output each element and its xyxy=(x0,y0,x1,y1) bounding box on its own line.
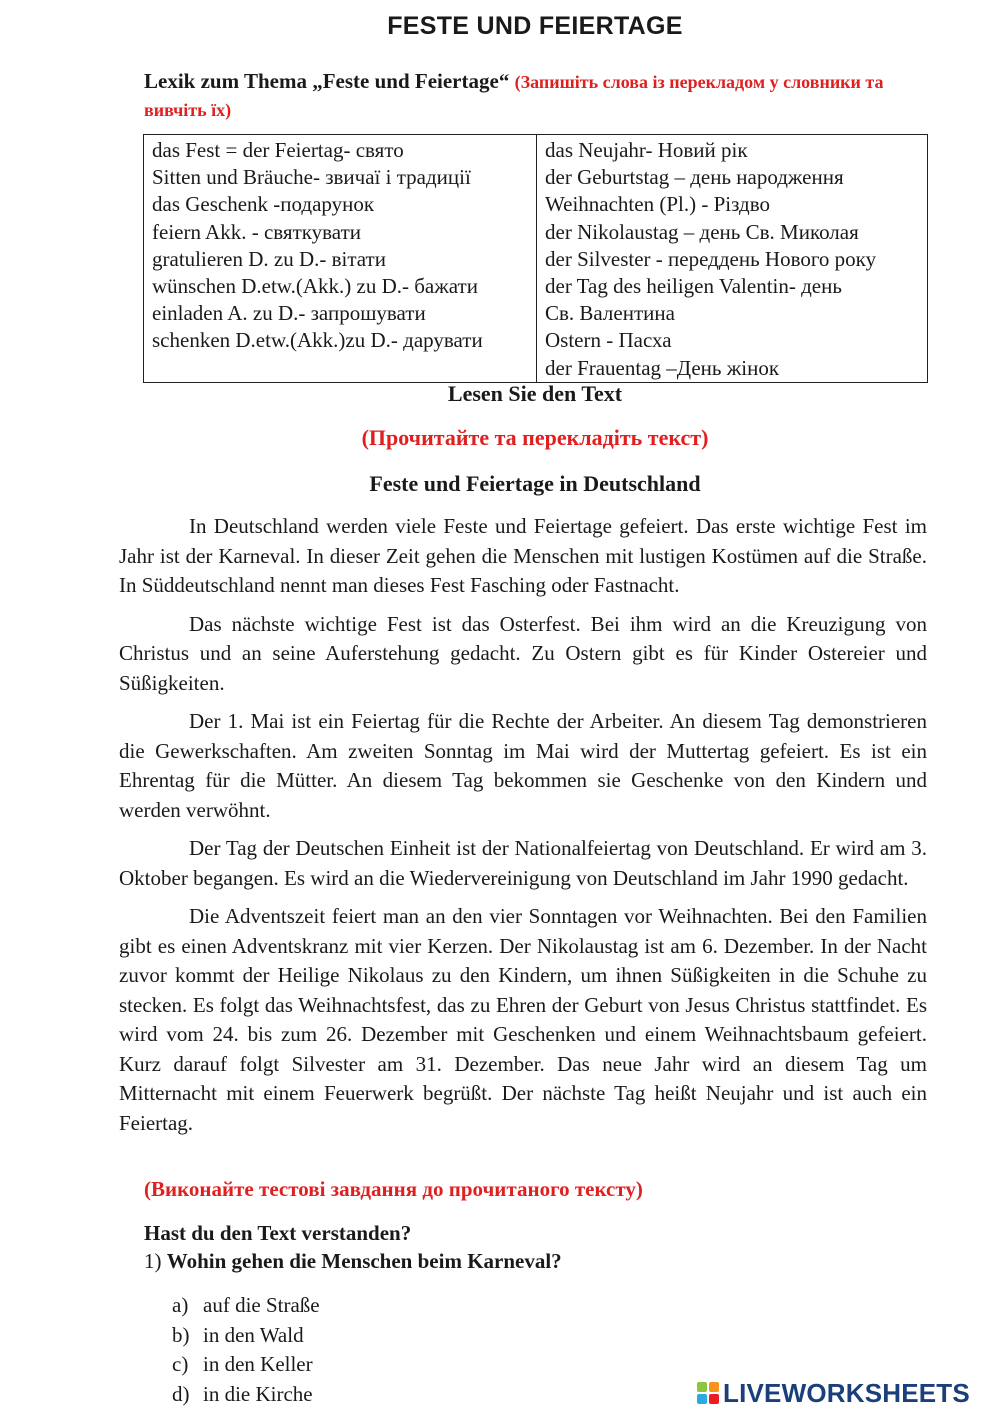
question-1 xyxy=(144,1247,562,1275)
vocab-entry: Weihnachten (Pl.) - Різдво xyxy=(545,192,770,217)
vocabulary-table xyxy=(143,134,928,383)
reading-instruction: (Прочитайте та перекладіть текст) xyxy=(361,425,709,450)
answer-option-a[interactable] xyxy=(172,1291,320,1321)
vocab-entry: das Geschenk -подарунок xyxy=(152,192,375,217)
vocab-entry: der Nikolaustag – день Св. Миколая xyxy=(545,219,859,244)
option-text: in den Wald xyxy=(203,1322,304,1347)
reading-text xyxy=(119,512,927,1147)
vocab-entry: das Fest = der Feiertag- свято xyxy=(152,138,404,162)
vocab-entry: der Geburtstag – день народження xyxy=(545,165,844,190)
lesen-heading: Lesen Sie den Text xyxy=(447,381,623,406)
answer-option-d[interactable] xyxy=(172,1380,320,1410)
question-number: 1) xyxy=(144,1249,162,1273)
logo-square xyxy=(709,1382,719,1392)
vocab-column-left xyxy=(144,135,537,383)
logo-square xyxy=(709,1394,719,1404)
paragraph: Der 1. Mai ist ein Feiertag für die Rechte der Arbeiter. An diesem Tag demonstrieren die Gewerkschaften. Am zweiten Sonntag im Mai wird der Muttertag gefeiert. Es ist ein Ehrentag für die Mütter. An diesem Tag bekommen sie Geschenke von den Kindern und werden verwöhnt. xyxy=(119,709,927,822)
logo-square xyxy=(697,1394,707,1404)
answer-option-c[interactable] xyxy=(172,1350,320,1380)
option-text: auf die Straße xyxy=(203,1293,320,1317)
paragraph: Der Tag der Deutschen Einheit ist der Nationalfeiertag von Deutschland. Er wird am 3. Oktober begangen. Es wird an die Wiedervereinigung von Deutschland im Jahr 1990 gedacht. xyxy=(119,836,927,890)
table-row xyxy=(144,135,928,383)
liveworksheets-brand xyxy=(697,1378,970,1408)
paragraph: Die Adventszeit feiert man an den vier Sonntagen vor Weihnachten. Bei den Familien gibt es einen Adventskranz mit vier Kerzen. Der Nikolaustag ist am 6. Dezember. In der Nacht zuvor kommt der Heilige Nikolaus zu den Kindern, um ihnen Süßigkeiten in die Schuhe zu stecken. Es folgt das Weihnachtsfest, das zu Ehren der Geburt von Jesus Christus stattfindet. Es wird vom 24. bis zum 26. Dezember mit Geschenken und einem Weihnachtsbaum gefeiert. Kurz darauf folgt Silvester am 31. Dezember. Das neue Jahr wird an diesem Tag um Mitternacht mit einem Feuerwerk begrüßt. Der nächste Tag heißt Neujahr und ist auch ein Feiertag. xyxy=(119,904,927,1135)
task-instruction: (Виконайте тестові завдання до прочитаного тексту) xyxy=(144,1177,643,1201)
liveworksheets-logo-icon xyxy=(697,1382,719,1404)
vocab-column-right xyxy=(537,135,928,383)
logo-square xyxy=(697,1382,707,1392)
lexik-heading xyxy=(144,68,904,124)
option-text: in den Keller xyxy=(203,1352,313,1376)
vocab-entry: Св. Валентина xyxy=(545,301,675,326)
vocab-entry: einladen A. zu D.- запрошувати xyxy=(152,301,426,326)
text-title: Feste und Feiertage in Deutschland xyxy=(369,471,701,496)
lexik-title: Lexik zum Thema „Feste und Feiertage“ xyxy=(144,69,510,93)
option-letter: c) xyxy=(172,1352,189,1376)
vocab-entry: gratulieren D. zu D.- вітати xyxy=(152,246,386,271)
vocab-entry: der Tag des heiligen Valentin- день xyxy=(545,274,842,299)
vocab-entry: das Neujahr- Новий рік xyxy=(545,138,748,162)
vocab-entry: feiern Akk. - святкувати xyxy=(152,219,361,244)
vocab-entry: wünschen D.etw.(Akk.) zu D.- бажати xyxy=(152,274,478,299)
answer-option-b[interactable] xyxy=(172,1321,320,1351)
paragraph: In Deutschland werden viele Feste und Feiertage gefeiert. Das erste wichtige Fest im Jahr ist der Karneval. In dieser Zeit gehen die Menschen mit lustigen Kostümen auf die Straße. In Süddeutschland nennt man dieses Fest Fasching oder Fastnacht. xyxy=(119,514,927,597)
answer-options xyxy=(172,1291,320,1409)
lexik-note: (Запишіть слова із перекладом у словники та вивчіть їх) xyxy=(144,72,884,120)
option-letter: b) xyxy=(172,1322,190,1347)
page-title: FESTE UND FEIERTAGE xyxy=(387,12,683,40)
option-letter: d) xyxy=(172,1381,190,1406)
option-text: in die Kirche xyxy=(203,1381,313,1406)
option-letter: a) xyxy=(172,1293,189,1317)
vocab-entry: Ostern - Пасха xyxy=(545,328,672,353)
quiz-heading: Hast du den Text verstanden? xyxy=(144,1221,412,1245)
vocab-entry: der Frauentag –День жінок xyxy=(545,355,780,380)
vocab-entry: Sitten und Bräuche- звичаї і традиції xyxy=(152,165,471,190)
vocab-entry: schenken D.etw.(Akk.)zu D.- дарувати xyxy=(152,328,483,353)
question-text: Wohin gehen die Menschen beim Karneval? xyxy=(166,1249,562,1273)
paragraph: Das nächste wichtige Fest ist das Osterfest. Bei ihm wird an die Kreuzigung von Christus und an seine Auferstehung gedacht. Zu Ostern gibt es für Kinder Ostereier und Süßigkeiten. xyxy=(119,611,927,695)
vocab-entry: der Silvester - переддень Нового року xyxy=(545,246,877,271)
quiz-section xyxy=(144,1219,562,1275)
brand-name: LIVEWORKSHEETS xyxy=(723,1377,970,1408)
